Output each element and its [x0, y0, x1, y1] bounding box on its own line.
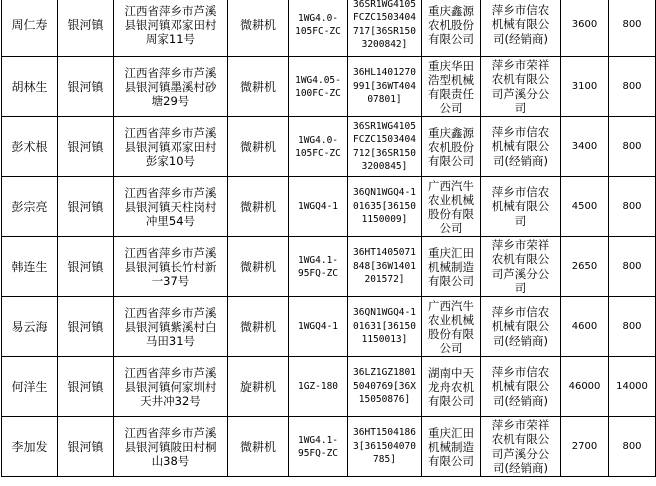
subsidy-cell [609, 237, 656, 297]
model-cell-text: 1GZ-180 [297, 381, 339, 392]
table-row [2, 57, 656, 117]
price-cell-text: 46000 [568, 381, 601, 392]
owner-name-cell [2, 237, 58, 297]
dealer-cell [481, 237, 561, 297]
town-cell [58, 0, 114, 57]
town-cell [58, 177, 114, 237]
machine-type-cell-text: 微耕机 [239, 440, 276, 454]
subsidy-cell-text: 800 [622, 201, 642, 212]
dealer-cell-text: 萍乡市荣祥农机有限公司芦溪分公司(经销商) [491, 417, 550, 475]
model-cell-text: 1WG4.0-105FC-ZC [295, 134, 341, 159]
serial-number-cell [348, 417, 422, 477]
dealer-cell-text: 萍乡市信农机械有限公司(经销商) [491, 304, 550, 348]
serial-number-cell [348, 177, 422, 237]
price-cell-text: 4500 [571, 201, 598, 212]
machine-type-cell-text: 微耕机 [239, 140, 276, 154]
subsidy-cell-text: 800 [622, 19, 642, 30]
table-row [2, 297, 656, 357]
price-cell-text: 3100 [571, 81, 598, 92]
price-cell-text: 3400 [571, 141, 598, 152]
manufacturer-cell [422, 297, 481, 357]
owner-name-cell-text: 周仁寿 [11, 18, 48, 32]
machine-type-cell [228, 177, 289, 237]
town-cell-text: 银河镇 [67, 380, 104, 394]
model-cell-text: 1WG4.0-105FC-ZC [295, 12, 341, 37]
manufacturer-cell-text: 重庆汇田机械制造有限公司 [428, 425, 474, 468]
address-cell [114, 297, 228, 357]
owner-name-cell [2, 57, 58, 117]
serial-number-cell [348, 117, 422, 177]
dealer-cell [481, 177, 561, 237]
subsidy-cell-text: 14000 [616, 381, 648, 392]
machine-type-cell [228, 297, 289, 357]
model-cell [289, 177, 348, 237]
manufacturer-cell [422, 57, 481, 117]
owner-name-cell [2, 417, 58, 477]
address-cell [114, 0, 228, 57]
serial-number-cell-text: 36SR1WG4105FCZC1503404712[36SR1503200845] [353, 120, 416, 172]
subsidy-cell-text: 800 [622, 321, 642, 332]
dealer-cell [481, 297, 561, 357]
machine-type-cell [228, 57, 289, 117]
table-row [2, 117, 656, 177]
owner-name-cell-text: 胡林生 [11, 80, 48, 94]
address-cell-text: 江西省萍乡市芦溪县银河镇长竹村新一37号 [124, 245, 217, 288]
owner-name-cell-text: 李加发 [11, 440, 48, 454]
manufacturer-cell [422, 117, 481, 177]
address-cell-text: 江西省萍乡市芦溪县银河镇墨溪村砂塘29号 [124, 65, 217, 108]
manufacturer-cell-text: 广西汽牛农业机械股份有限公司 [428, 178, 474, 235]
table-row [2, 0, 656, 57]
owner-name-cell-text: 彭宗亮 [11, 200, 48, 214]
manufacturer-cell-text: 重庆汇田机械制造有限公司 [428, 245, 474, 288]
subsidy-cell-text: 800 [622, 81, 642, 92]
machine-type-cell [228, 417, 289, 477]
town-cell-text: 银河镇 [67, 18, 104, 32]
owner-name-cell-text: 韩连生 [11, 260, 48, 274]
machine-type-cell [228, 357, 289, 417]
dealer-cell-text: 萍乡市信农机械有限公司 [491, 184, 550, 228]
manufacturer-cell [422, 417, 481, 477]
serial-number-cell [348, 297, 422, 357]
owner-name-cell-text: 彭术根 [11, 140, 48, 154]
address-cell-text: 江西省萍乡市芦溪县银河镇天柱岗村冲里54号 [124, 185, 217, 228]
manufacturer-cell-text: 重庆华田浩型机械有限责任公司 [428, 58, 474, 115]
table-body [2, 0, 656, 477]
town-cell [58, 237, 114, 297]
town-cell-text: 银河镇 [67, 200, 104, 214]
manufacturer-cell-text: 湖南中天龙舟农机有限公司 [428, 365, 474, 408]
manufacturer-cell-text: 重庆鑫源农机股份有限公司 [428, 3, 474, 46]
model-cell [289, 0, 348, 57]
dealer-cell [481, 117, 561, 177]
machine-type-cell-text: 微耕机 [239, 80, 276, 94]
owner-name-cell-text: 易云海 [11, 320, 48, 334]
subsidy-table [1, 0, 656, 477]
address-cell [114, 357, 228, 417]
dealer-cell [481, 357, 561, 417]
serial-number-cell-text: 36SR1WG4105FCZC1503404717[36SR1503200842] [353, 0, 416, 50]
subsidy-cell [609, 0, 656, 57]
model-cell [289, 237, 348, 297]
model-cell-text: 1WG4.1-95FQ-ZC [297, 254, 339, 279]
machine-type-cell [228, 0, 289, 57]
subsidy-cell-text: 800 [622, 261, 642, 272]
subsidy-cell [609, 417, 656, 477]
serial-number-cell [348, 237, 422, 297]
town-cell [58, 357, 114, 417]
subsidy-cell [609, 357, 656, 417]
price-cell [561, 357, 609, 417]
town-cell-text: 银河镇 [67, 440, 104, 454]
price-cell-text: 3600 [571, 19, 598, 30]
owner-name-cell [2, 177, 58, 237]
dealer-cell-text: 萍乡市信农机械有限公司(经销商) [491, 2, 550, 46]
model-cell [289, 117, 348, 177]
model-cell [289, 417, 348, 477]
serial-number-cell-text: 36QN1WGQ4-101631[361501150013] [353, 307, 416, 346]
manufacturer-cell [422, 177, 481, 237]
manufacturer-cell-text: 重庆鑫源农机股份有限公司 [428, 125, 474, 168]
town-cell-text: 银河镇 [67, 260, 104, 274]
price-cell [561, 0, 609, 57]
serial-number-cell-text: 36HT15041863[361504070785] [353, 427, 416, 466]
address-cell-text: 江西省萍乡市芦溪县银河镇陂田村桐山38号 [124, 425, 217, 468]
price-cell [561, 117, 609, 177]
manufacturer-cell [422, 237, 481, 297]
price-cell [561, 57, 609, 117]
address-cell-text: 江西省萍乡市芦溪县银河镇邓家田村周家11号 [124, 3, 217, 46]
owner-name-cell [2, 297, 58, 357]
dealer-cell-text: 萍乡市荣祥农机有限公司芦溪分公司 [491, 237, 550, 295]
owner-name-cell [2, 117, 58, 177]
subsidy-cell [609, 297, 656, 357]
machine-type-cell-text: 微耕机 [239, 260, 276, 274]
price-cell-text: 2700 [571, 441, 598, 452]
price-cell [561, 237, 609, 297]
model-cell [289, 57, 348, 117]
town-cell [58, 417, 114, 477]
table-row [2, 417, 656, 477]
machine-type-cell [228, 237, 289, 297]
address-cell [114, 117, 228, 177]
manufacturer-cell [422, 357, 481, 417]
model-cell-text: 1WG4.05-100FC-ZC [295, 74, 341, 99]
price-cell-text: 4600 [571, 321, 598, 332]
serial-number-cell-text: 36HT1405071848[36W1401201572] [353, 247, 416, 286]
serial-number-cell [348, 0, 422, 57]
price-cell [561, 417, 609, 477]
dealer-cell [481, 417, 561, 477]
address-cell [114, 237, 228, 297]
model-cell-text: 1WG4.1-95FQ-ZC [297, 434, 339, 459]
model-cell [289, 357, 348, 417]
serial-number-cell [348, 357, 422, 417]
owner-name-cell [2, 0, 58, 57]
model-cell [289, 297, 348, 357]
subsidy-cell [609, 57, 656, 117]
serial-number-cell [348, 57, 422, 117]
dealer-cell-text: 萍乡市信农机械有限公司(经销商) [491, 124, 550, 168]
address-cell [114, 417, 228, 477]
town-cell-text: 银河镇 [67, 320, 104, 334]
model-cell-text: 1WGQ4-1 [297, 201, 339, 212]
owner-name-cell [2, 357, 58, 417]
town-cell [58, 117, 114, 177]
machine-type-cell-text: 微耕机 [239, 320, 276, 334]
dealer-cell [481, 57, 561, 117]
address-cell-text: 江西省萍乡市芦溪县银河镇何家圳村天井冲32号 [124, 365, 217, 408]
machine-type-cell-text: 微耕机 [239, 18, 276, 32]
address-cell-text: 江西省萍乡市芦溪县银河镇紫溪村白马田31号 [124, 305, 217, 348]
price-cell-text: 2650 [571, 261, 598, 272]
machine-type-cell-text: 旋耕机 [239, 380, 276, 394]
town-cell [58, 297, 114, 357]
manufacturer-cell-text: 广西汽牛农业机械股份有限公司 [428, 298, 474, 355]
dealer-cell-text: 萍乡市信农机械有限公司(经销商) [491, 364, 550, 408]
subsidy-cell [609, 177, 656, 237]
subsidy-cell [609, 117, 656, 177]
serial-number-cell-text: 36QN1WGQ4-101635[361501150009] [353, 187, 416, 226]
subsidy-cell-text: 800 [622, 441, 642, 452]
manufacturer-cell [422, 0, 481, 57]
address-cell [114, 57, 228, 117]
address-cell [114, 177, 228, 237]
price-cell [561, 177, 609, 237]
dealer-cell-text: 萍乡市荣祥农机有限公司芦溪分公司 [491, 57, 550, 115]
model-cell-text: 1WGQ4-1 [297, 321, 339, 332]
address-cell-text: 江西省萍乡市芦溪县银河镇邓家田村彭家10号 [124, 125, 217, 168]
table-row [2, 237, 656, 297]
serial-number-cell-text: 36LZ1GZ18015040769[36X15050876] [353, 367, 416, 406]
table-row [2, 357, 656, 417]
town-cell-text: 银河镇 [67, 80, 104, 94]
dealer-cell [481, 0, 561, 57]
machine-type-cell-text: 微耕机 [239, 200, 276, 214]
table-row [2, 177, 656, 237]
town-cell-text: 银河镇 [67, 140, 104, 154]
machine-type-cell [228, 117, 289, 177]
price-cell [561, 297, 609, 357]
owner-name-cell-text: 何洋生 [11, 380, 48, 394]
town-cell [58, 57, 114, 117]
serial-number-cell-text: 36HL1401270991[36WT40407801] [353, 67, 416, 106]
subsidy-cell-text: 800 [622, 141, 642, 152]
